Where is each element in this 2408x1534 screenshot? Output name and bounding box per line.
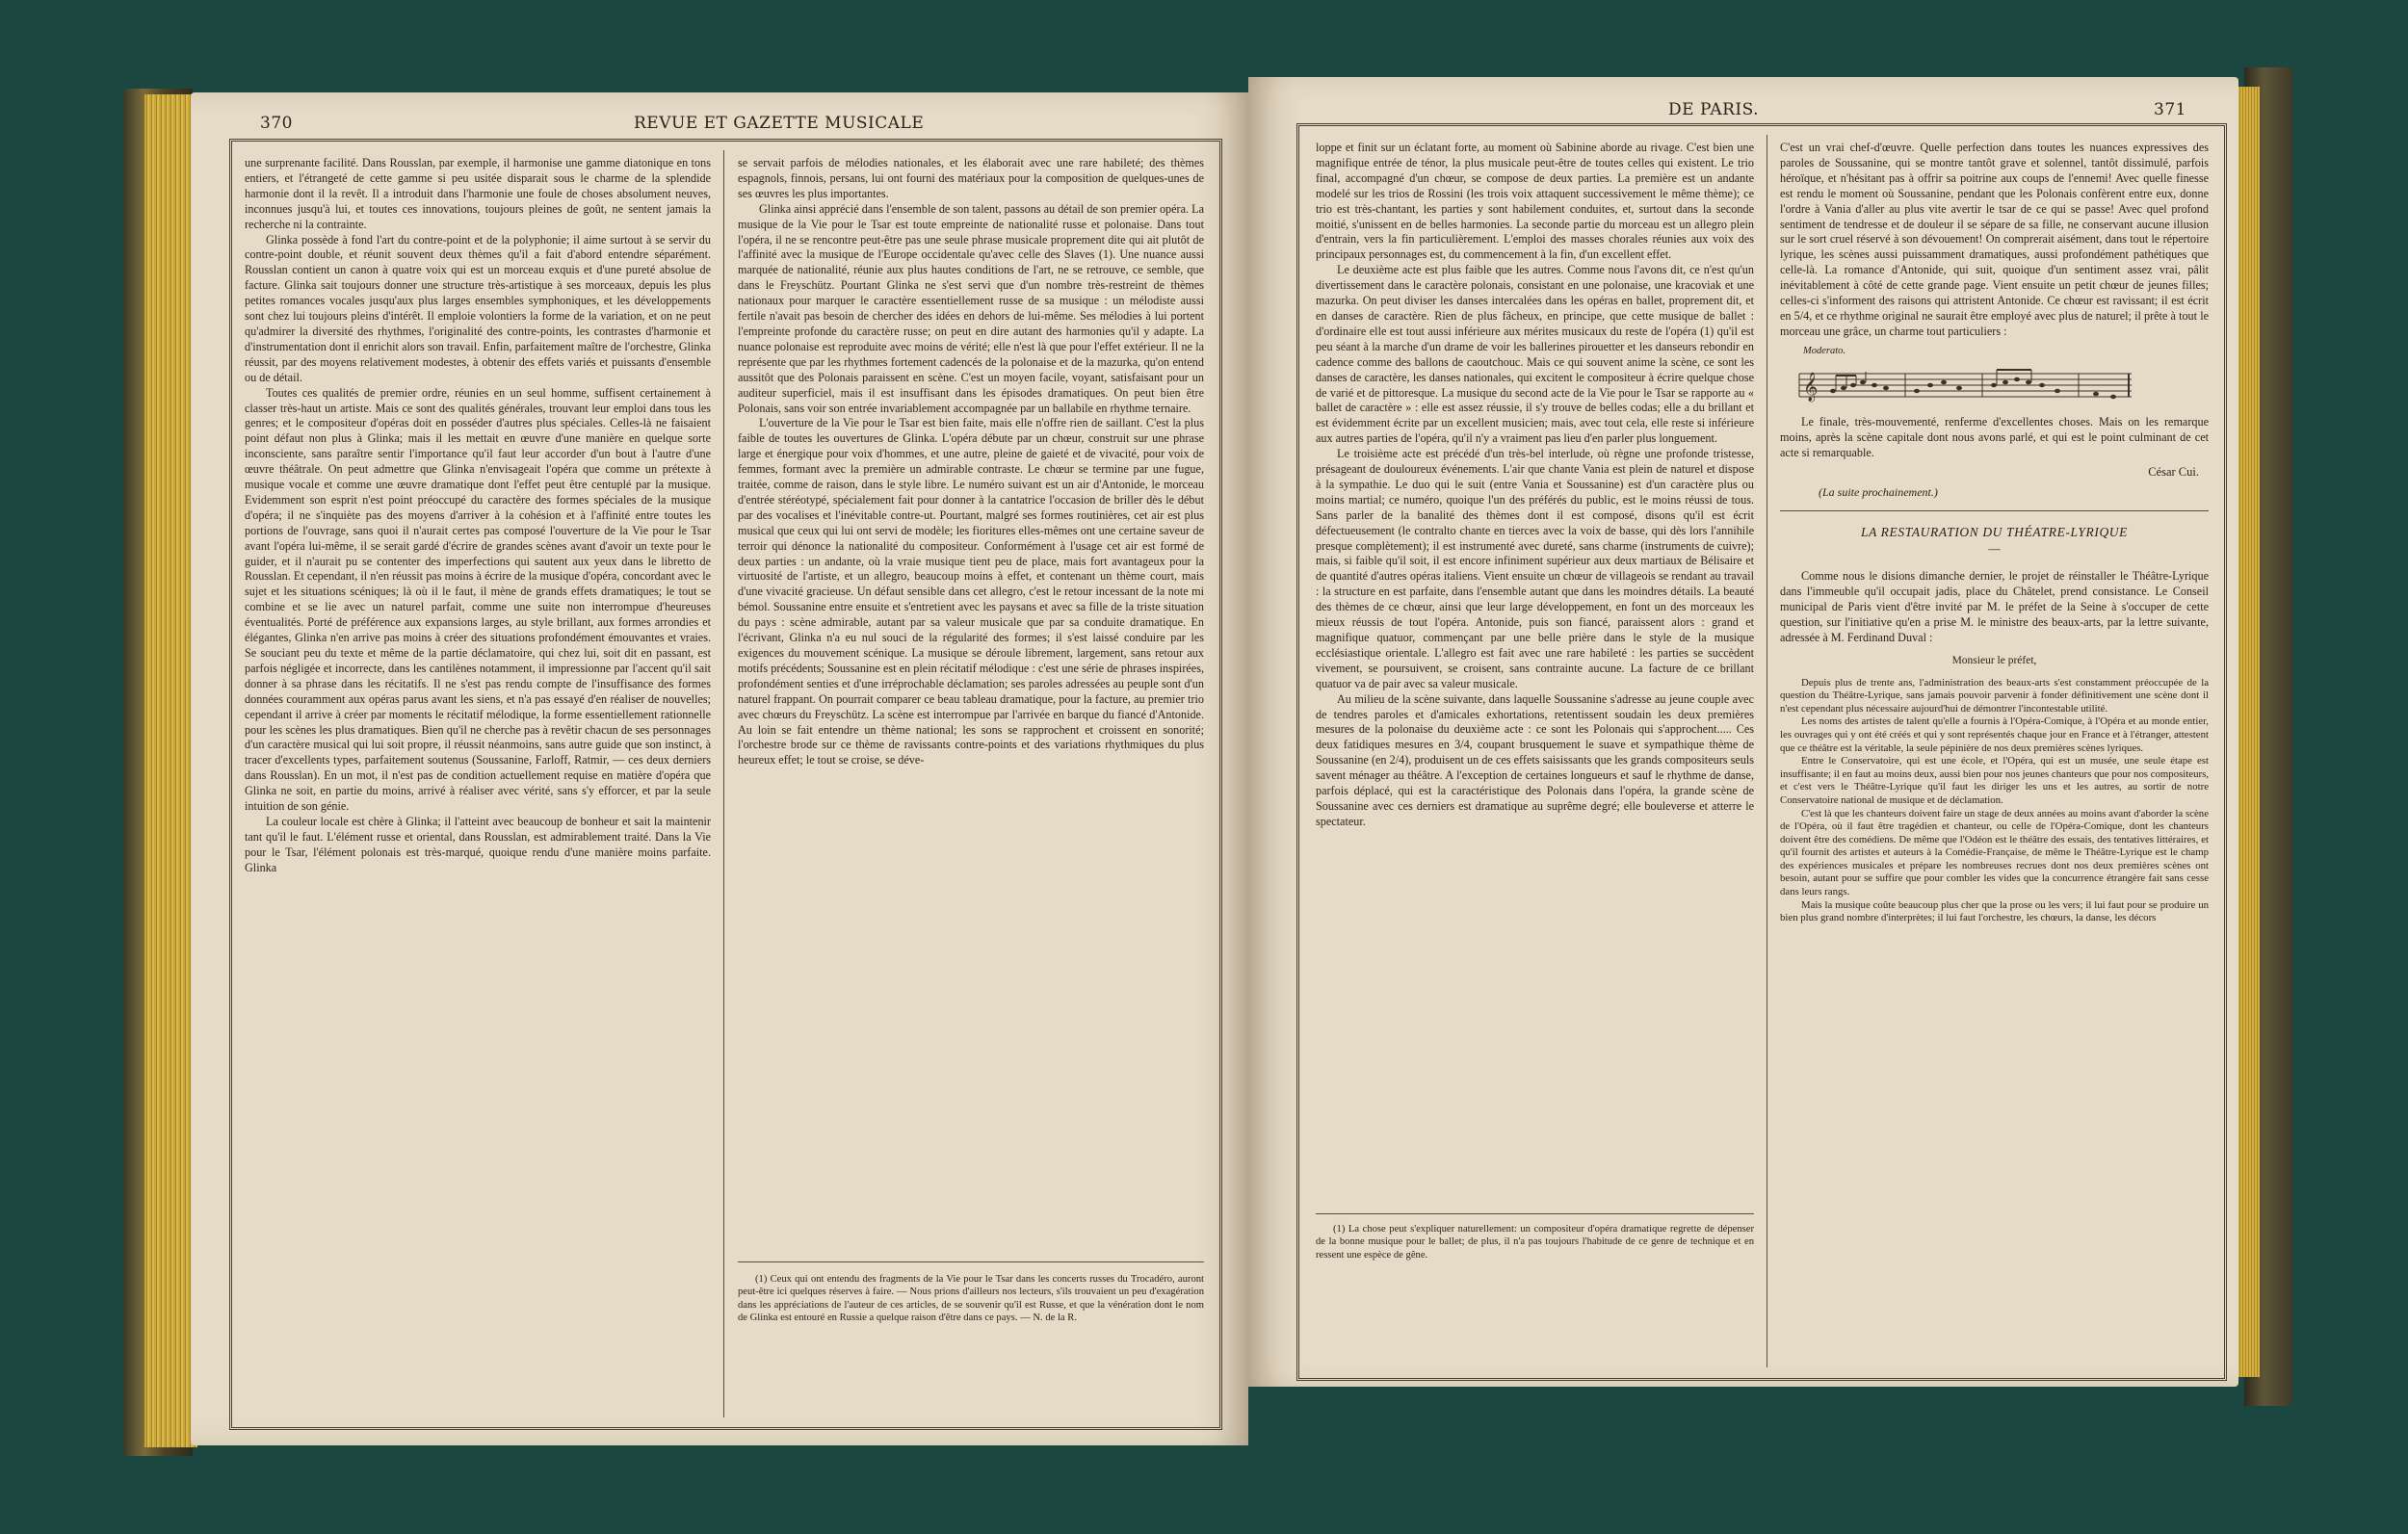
right-footnote-divider bbox=[1316, 1213, 1754, 1214]
paragraph: Depuis plus de trente ans, l'administration des beaux-arts s'est constamment préoccupée de la question du Théâtre-Lyrique, sans jamais pouvoir parvenir à fonder définitivement une scène dont il n'est cependant plus nécessaire aujourd'hui de démontrer l'incontestable utilité. bbox=[1780, 676, 2209, 715]
paragraph: Le finale, très-mouvementé, renferme d'excellentes choses. Mais on les remarque moins, après la scène capitale dont nous avons parlé, et qui est le point culminant de cet acte si remarquable. bbox=[1780, 414, 2209, 459]
music-tempo: Moderato. bbox=[1803, 345, 1846, 356]
left-page-number: 370 bbox=[260, 114, 293, 133]
letter-body bbox=[1780, 677, 2209, 925]
paragraph: Glinka ainsi apprécié dans l'ensemble de son talent, passons au détail de son premier opéra. La musique de la Vie pour le Tsar est toute empreinte de nationalité russe et polonaise. Dans tout l'opéra, il ne se rencontre peut-être pas une seule phrase musicale proprement dite qui ait plutôt de l'affinité avec la musique de l'Europe occidentale qu'avec celle des Slaves (1). Une nuance aussi marquée de nationalité, réunie aux plus hautes conditions de l'art, ne se retrouve, ce semble, que dans le Freyschütz. Pourtant Glinka ne s'est servi que d'un nombre très-restreint de thèmes nationaux pour marquer le caractère essentiellement russe de sa musique : un mélodiste aussi fertile n'avait pas besoin de chercher des idées en dehors de lui-même. Ses mélodies à lui portent l'empreinte profonde du caractère russe; on peut en dire autant des harmonies qu'il y adapte. La nuance polonaise est reproduite avec moins de vérité; elle n'est là que pour l'effet extérieur. Il ne la représente que par les rhythmes fortement cadencés de la polonaise et de la mazurka, qu'on entend aussitôt que des Polonais paraissent en scène. C'est un moyen facile, voyant, satisfaisant pour un auditeur superficiel, mais il est insuffisant dans les épisodes dramatiques. On peut bien être Polonais, sans voir son entrée invariablement accompagnée par un ballabile en rhythme ternaire. bbox=[738, 201, 1204, 415]
paragraph: Le deuxième acte est plus faible que les autres. Comme nous l'avons dit, ce n'est qu'un divertissement dans le caractère polonais, consistant en une polonaise, une kracoviak et une mazurka. On peut diviser les danses intercalées dans les opéras en ballet, proprement dit, et en danses de caractère. Rien de plus fâcheux, en principe, que cette musique de ballet : d'ordinaire elle est tout aussi inférieure aux mérites musicaux du reste de l'opéra (1) qu'il est peu séant à la marche d'un drame de voir les ballerines pirouetter et les danseurs rebondir en cadence comme des ballons de caoutchouc. Mais ce qui souvent anime la scène, ce sont les danses de caractère, les danses nationales, qui excitent le compositeur à écrire quelque chose de varié et de pittoresque. La musique du second acte de la Vie pour le Tsar se rapporte au « ballet de caractère » : elle est assez réussie, il s'y trouve de belles codas; elle a du brillant et est évidemment écrite par un excellent musicien; mais, avec tout cela, elle reste si inférieure aux autres parties de l'opéra, qu'il n'y a vraiment pas lieu d'en parler plus longuement. bbox=[1316, 263, 1754, 446]
to-be-continued-note: (La suite prochainement.) bbox=[1819, 485, 1938, 500]
paragraph: Le troisième acte est précédé d'un très-bel interlude, où règne une profonde tristesse, présageant de douloureux événements. L'air que chante Vania est plein de naturel et dispose à la sympathie. Le duo qui le suit (entre Vania et Soussanine) est d'un caractère plus ou moins martial; ce numéro, quoique l'un des préférés du public, est le moins réussi de tous. Sans parler de la banalité des thèmes dont il est composé, disons qu'il est écrit défectueusement (le contralto chante en tierces avec la voix de basse, qui dès lors l'annihile presque complètement); il est instrumenté avec dureté, sans charme (instruments de cuivre); mais, si faible qu'il soit, il est encore infiniment supérieur aux deux martiaux de Bélisaire et de quantité d'autres opéras italiens. Vient ensuite un chœur de villageois se rendant au travail : la structure en est parfaite, dans l'ensemble autant que dans les moindres détails. La beauté des thèmes de ce chœur, ainsi que leur large développement, en font un des morceaux les mieux réussis de tout l'opéra. Antonide, puis son fiancé, paraissent alors : grand et magnifique quatuor, commençant par une belle prière dans le style de la musique ecclésiastique orientale. L'allegro est fait avec une rare habileté : les parties se succèdent vivement, se poursuivent, se croisent, sans contrainte aucune. La facture de ce brillant quatuor va de pair avec sa valeur musicale. bbox=[1316, 447, 1754, 690]
paragraph: loppe et finit sur un éclatant forte, au moment où Sabinine aborde au rivage. C'est bien une magnifique entrée de ténor, la plus musicale peut-être de toutes celles qui existent. Le trio final, accompagné d'un chœur, se compose de deux parties. La première est un andante modelé sur les trios de Rossini (les trois voix attaquent successivement le même thème); ce trio est très-chantant, les parties y sont habilement conduites, et, surtout dans la seconde moitié, s'unissent en de belles harmonies. La seconde partie du morceau est un allegro plein d'entrain, vers la fin particulièrement. L'emploi des masses chorales réunies aux voix des principaux personnages est, du commencement à la fin, d'un excellent effet. bbox=[1316, 141, 1754, 262]
gilt-page-edges-left bbox=[144, 94, 197, 1447]
section-rule bbox=[1780, 510, 2209, 511]
section-intro bbox=[1780, 569, 2209, 646]
column-divider bbox=[723, 150, 724, 1417]
section-dash: — bbox=[1988, 542, 2001, 557]
paragraph: Les noms des artistes de talent qu'elle a fournis à l'Opéra-Comique, à l'Opéra et au monde entier, les ouvrages qui y ont été créés et qui y sont représentés chaque jour en France et à l'étranger, attestent que ce théâtre est la véritable, la seule pépinière de nos deux premières scènes lyriques. bbox=[1780, 715, 2209, 754]
paragraph: L'ouverture de la Vie pour le Tsar est bien faite, mais elle n'offre rien de saillant. C'est la plus faible de toutes les ouvertures de Glinka. L'opéra débute par un chœur, construit sur une phrase large et énergique pour voix d'hommes, et une autre, pleine de gaieté et de vivacité, pour voix de femmes, formant avec la première un admirable contraste. Le chœur se termine par une fugue, traitée, comme de raison, dans le style libre. Le numéro suivant est un air d'Antonide, le morceau d'entrée stéréotypé, spécialement fait pour donner à la cantatrice l'occasion de briller dès le début par des vocalises et l'inévitable contre-ut. Pourtant, malgré ses formes routinières, cet air est plus musical que ceux qui lui ont servi de modèle; les fioritures elles-mêmes ont une certaine saveur de terroir qui dénonce la nationalité du compositeur. Conformément à l'usage cet air est formé de deux parties : un andante, où la vraie musique tient peu de place, mais fort avantageux pour la virtuosité de l'artiste, et un allegro, beaucoup moins à effet, et contenant un thème court, mais d'une vivacité gracieuse. Un défaut sensible dans cet allegro, c'est le retour incessant de la note mi bémol. Soussanine entre ensuite et s'entretient avec les paysans et avec sa fille de la triste situation du pays : scène admirable, autant par sa valeur musicale que par sa conduite dramatique. En l'écrivant, Glinka n'a eu nul souci de la régularité des formes; il s'est laissé conduire par les exigences du mouvement scénique. La musique se déroule librement, largement, sans retour aux motifs précédents; Soussanine est en plein récitatif mélodique : c'est une série de phrases inspirées, profondément senties et d'une irréprochable déclamation; ses paroles adressées au peuple sont d'un naturel frappant. On pourrait comparer ce beau tableau dramatique, pour la facture, au premier trio avec chœurs du Freyschütz. La scène est interrompue par l'arrivée en barque du fiancé d'Antonide. Au loin se fait entendre un thème national; les sons se rapprochent et croissent en sonorité; l'orchestre brode sur ce thème de ravissants contre-points et des variations rhythmiques du plus heureux effet; le tout se croise, se déve- bbox=[738, 416, 1204, 767]
paragraph: une surprenante facilité. Dans Rousslan, par exemple, il harmonise une gamme diatonique en tons entiers, et l'étrangeté de cette gamme si peu usitée disparait sous le charme de la splendide harmonie dont il la revêt. Il a introduit dans l'harmonie une foule de choses absolument neuves, inconnues jusqu'à lui, et toutes ces innovations, toujours pleines de goût, ne sentent jamais la recherche ni la contrainte. bbox=[245, 156, 711, 231]
left-page bbox=[191, 92, 1248, 1445]
paragraph: Glinka possède à fond l'art du contre-point et de la polyphonie; il aime surtout à se servir du contre-point double, et réunit souvent deux thèmes qu'il a fait d'abord entendre séparément. Rousslan contient un canon à quatre voix qui est un morceau exquis et d'une pureté absolue de facture. Glinka sait toujours donner une structure très-artistique à ses morceaux, depuis les plus petites romances vocales jusqu'aux plus larges ensembles symphoniques, et les développements sont chez lui toujours pleins d'intérêt. Il emploie volontiers la forme de la variation, et on ne peut qu'admirer la diversité des rhythmes, l'originalité des contre-points, les contrastes d'harmonie et d'instrumentation dont il enrichit alors son travail. Enfin, parfaitement maître de l'orchestre, Glinka réussit, par des moyens relativement modestes, à obtenir des effets variés et puissants d'ensemble ou de détail. bbox=[245, 232, 711, 384]
right-page bbox=[1248, 77, 2238, 1387]
right-page-number: 371 bbox=[2154, 100, 2186, 119]
right-column-2 bbox=[1780, 141, 2209, 1368]
right-footnote-text: (1) La chose peut s'expliquer naturellement: un compositeur d'opéra dramatique regrette de dépenser de la bonne musique pour le ballet; de plus, il n'a pas toujours l'habitude de ce genre de technique et en ressent une espèce de gêne. bbox=[1316, 1224, 1754, 1261]
left-column-1 bbox=[245, 156, 711, 1414]
paragraph: se servait parfois de mélodies nationales, et les élaborait avec une rare habileté; des thèmes espagnols, finnois, persans, lui ont fourni des matériaux pour la composition de quelques-unes de ses œuvres les plus importantes. bbox=[738, 156, 1204, 200]
paragraph: La couleur locale est chère à Glinka; il l'atteint avec beaucoup de bonheur et sait la maintenir tant qu'il le faut. L'élément russe et oriental, dans Rousslan, est admirablement traité. Dans la Vie pour le Tsar, l'élément polonais est très-marqué, quoique rendu d'une manière moins parfaite. Glinka bbox=[245, 814, 711, 874]
paragraph: Au milieu de la scène suivante, dans laquelle Soussanine s'adresse au jeune couple avec de tendres paroles et d'amicales exhortations, retentissent soudain les deux premières mesures de la polonaise du deuxième acte : ce sont les Polonais qui s'approchent..... Ces deux fatidiques mesures en 3/4, coupant brusquement le suave et sympathique thème de Soussanine (en 2/4), produisent un de ces effets saisissants que les grands compositeurs seuls savent ménager au théâtre. A l'exception de certaines longueurs et sauf le rhythme de danse, parfois déplacé, qui est la caractéristique des Polonais dans l'opéra, la grande scène de Soussanine avec ces derniers est dramatique au suprême degré; elle bouleverse et atterre le spectateur. bbox=[1316, 691, 1754, 828]
right-column-2-top bbox=[1780, 141, 2209, 340]
left-footnote-text: (1) Ceux qui ont entendu des fragments de la Vie pour le Tsar dans les concerts russes du Trocadéro, auront peut-être ici quelques réserves à faire. — Nous prions d'ailleurs nos lecteurs, s'ils trouvaient un peu d'exagération dans les appréciations de l'auteur de ces articles, de se souvenir qu'il est Russe, et que la vénération dont le nom de Glinka est entouré en Russie a quelque raison d'être dans ce pays. — N. de la R. bbox=[738, 1274, 1204, 1324]
left-column-2 bbox=[738, 156, 1204, 1254]
letter-salutation: Monsieur le préfet, bbox=[1951, 654, 2037, 666]
right-running-head: DE PARIS. bbox=[1668, 100, 1760, 119]
left-footnote bbox=[738, 1273, 1204, 1413]
music-example bbox=[1780, 346, 2209, 409]
paragraph: Comme nous le disions dimanche dernier, le projet de réinstaller le Théâtre-Lyrique dans l'immeuble qu'il occupait jadis, place du Châtelet, prend consistance. Le Conseil municipal de Paris vient d'être invité par M. le préfet de la Seine à s'occuper de cette question, sur l'initiative qu'en a prise M. le ministre des beaux-arts, par la lettre suivante, adressée à M. Ferdinand Duval : bbox=[1780, 569, 2209, 644]
paragraph: Toutes ces qualités de premier ordre, réunies en un seul homme, suffisent certainement à classer très-haut un artiste. Mais ce sont des qualités générales, trouvant leur emploi dans tous les genres; et le compositeur d'opéras doit en posséder d'autres plus spéciales. Celles-là ne faisaient point défaut non plus à Glinka; mais il les mettait en œuvre d'une manière en quelque sorte inconsciente, sans paraître sentir l'importance qu'il faut leur accorder d'un bout à l'autre d'une œuvre théâtrale. On peut admettre que Glinka n'envisageait l'opéra que comme un prétexte à musique vocale et comme une œuvre dramatique dont l'effet peut être centuplé par la musique. Evidemment son esprit n'est point préoccupé du caractère des formes spéciales de la musique d'opéra; il ne s'inquiète pas des moyens d'arriver à la cohésion et à l'affinité entre toutes les portions de l'ouvrage, sans quoi il n'aurait certes pas composé l'ouverture de la Vie pour le Tsar avant l'opéra lui-même, il se serait gardé d'écrire de grandes scènes avant d'avoir un texte pour le guider, et il n'aurait pu se contenter des imperfections qui sautent aux yeux dans le libretto de Rousslan. Et cependant, il n'en réussit pas moins à écrire de la musique d'opéra, concordant avec le sujet et les situations scéniques; là où il le faut, il mène de grands effets dramatiques; le tout se combine et se lie avec un naturel parfait, comme une suite non interrompue d'heureuses éventualités. Porté de préférence aux expansions larges, au style brillant, aux formes arrondies et élégantes, Glinka n'en arrive pas moins à créer des situations profondément émouvantes et vraies. Se souciant peu du texte et même de la partie déclamatoire, qui chez lui, soit dit en passant, est parfois négligée et incorrecte, dans les cantilènes notamment, il impressionne par l'accent qu'il sait donner à sa phrase dans les récitatifs. Il ne s'est pas rendu compte de l'insuffisance des formes données couramment aux opéras parus avant les siens, et n'a pas essayé d'en réaliser de nouvelles; cependant il arrive à créer par moments le récitatif mélodique, la forme essentiellement rationnelle pour les scènes les plus dramatiques. Bien qu'il ne cherche pas à revêtir chacun de ses personnages d'un caractère musical qui lui soit propre, il réussit néanmoins, sans autre guide que son instinct, à tracer d'excellents types, parfaitement soutenus (Soussanine, Farloff, Ratmir, — ces deux derniers dans Rousslan). En un mot, il n'est pas de condition actuellement requise en matière d'opéra que Glinka ne soit, en partie du moins, arrivé à réaliser avec vérité, sans s'y efforcer, et par la seule intuition de son génie. bbox=[245, 385, 711, 814]
signature: César Cui. bbox=[2148, 464, 2199, 479]
footnote-divider bbox=[738, 1261, 1204, 1262]
right-column-2-after-music bbox=[1780, 415, 2209, 461]
paragraph: C'est un vrai chef-d'œuvre. Quelle perfection dans toutes les nuances expressives des paroles de Soussanine, qui se montre tantôt grave et solennel, tantôt dissimulé, parfois héroïque, et n'hésitant pas à offrir sa poitrine aux coups de l'ennemi! Avec quelle finesse est rendu le moment où Soussanine, pendant que les Polonais confèrent entre eux, donne l'ordre à Vania d'aller au plus vite avertir le tsar de ce qui se passe! Avec quel profond sentiment de tendresse et de douleur il se sépare de sa fille, ne conservant aucune illusion sur le sort cruel réservé à son dévouement! On comprerait aisément, dans tout le répertoire lyrique, les scènes aussi puissamment dramatiques, aussi profondément pathétiques que celle-là. La romance d'Antonide, qui suit, quoique d'un sentiment assez vrai, pâlit inévitablement à côté de cette grande page. Vient ensuite un petit chœur de jeunes filles; celles-ci s'informent des raisons qui attristent Antonide. Ce chœur est ravissant; il est écrit en 5/4, et ce rhythme original ne saurait être employé avec plus de naturel; il prête à tout le morceau une grâce, un charme tout particuliers : bbox=[1780, 141, 2209, 338]
right-column-1 bbox=[1316, 141, 1754, 1209]
paragraph: Mais la musique coûte beaucoup plus cher que la prose ou les vers; il lui faut pour se produire un bien plus grand nombre d'interprètes; il lui faut l'orchestre, les chœurs, la danse, les décors bbox=[1780, 898, 2209, 924]
svg-text:𝄞: 𝄞 bbox=[1803, 372, 1819, 401]
right-footnote bbox=[1316, 1223, 1754, 1358]
paragraph: C'est là que les chanteurs doivent faire un stage de deux années au moins avant d'aborder la scène de l'Opéra, où il faut être tragédien et chanteur, ou celle de l'Opéra-Comique, dont les chanteurs doivent être des comédiens. De même que l'Odéon est le théâtre des essais, des tentatives littéraires, et qu'il fournit des artistes et auteurs à la Comédie-Française, de même le Théâtre-Lyrique est le champ des expériences musicales et prépare les nombreuses recrues dont nos deux premières scènes ont besoin, autant pour se suffire que pour combler les vides que la concurrence étrangère fait sans cesse dans leurs rangs. bbox=[1780, 807, 2209, 898]
music-staff-notation bbox=[1790, 359, 2136, 417]
section-title: LA RESTAURATION DU THÉATRE-LYRIQUE bbox=[1860, 525, 2128, 540]
left-running-head: REVUE ET GAZETTE MUSICALE bbox=[634, 114, 925, 133]
paragraph: Entre le Conservatoire, qui est une école, et l'Opéra, qui est un musée, une seule étape est insuffisante; il en faut au moins deux, aussi bien pour nos jeunes chanteurs que pour nos compositeurs, et c'est vers le Théâtre-Lyrique qu'il faut les diriger les uns et les autres, au sortir de notre Conservatoire national de musique et de déclamation. bbox=[1780, 755, 2209, 806]
